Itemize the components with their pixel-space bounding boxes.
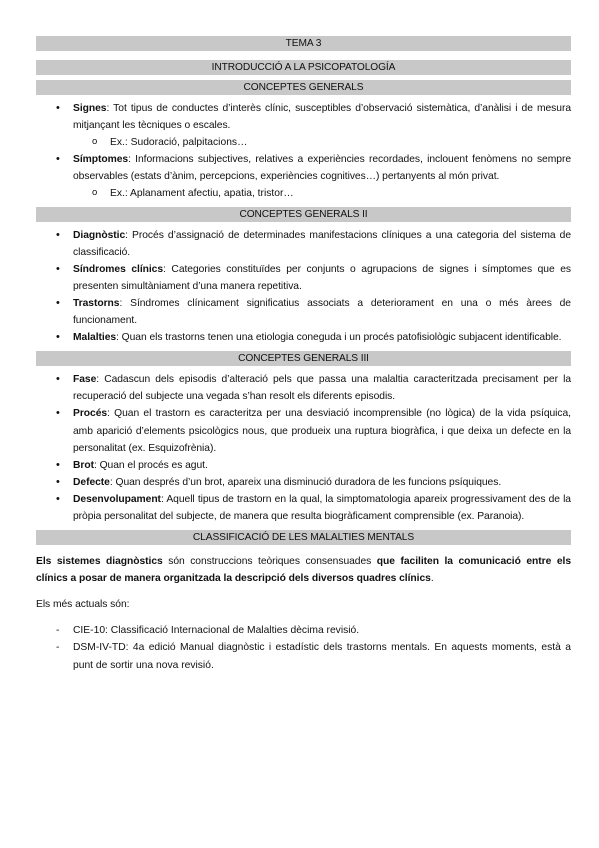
definition: : Informacions subjectives, relatives a experiències recordades, inclouent fenòmens no sempre observables (estats d’ànim, percepcions, experiències cognitives…) pertanyents al món privat. xyxy=(73,154,571,183)
list-item xyxy=(36,405,571,456)
definition: : Procés d’assignació de determinades manifestacions clíniques a una categoria del sistema de classificació. xyxy=(73,229,571,258)
list-intro: Els més actuals són: xyxy=(36,599,130,611)
list-item xyxy=(36,295,571,329)
section-header-1: CONCEPTES GENERALS xyxy=(36,80,571,95)
term: Trastorns xyxy=(73,297,120,309)
definition: : Aquell tipus de trastorn en la qual, la simptomatologia apareix progressivament des de la pròpia personalitat del subjecte, de manera que resulta biogràficament comprensible (ex. Paranoia). xyxy=(73,493,571,522)
definition: : Tot tipus de conductes d’interès clínic, susceptibles d’observació sistemàtica, d’anàlisi i de mesura mitjançant les tècniques o escales. xyxy=(73,103,571,132)
list-item xyxy=(36,457,571,474)
list-item xyxy=(36,261,571,295)
section-header-2: CONCEPTES GENERALS II xyxy=(36,207,571,222)
example-subitem: o Ex.: Sudoració, palpitacions… xyxy=(36,134,571,151)
bold-phrase: que faciliten la comunicació entre els clínics a posar de manera organitzada la descripció dels diversos quadres clínics xyxy=(36,556,571,585)
example-subitem: o Ex.: Aplanament afectiu, apatia, tristor… xyxy=(36,185,571,202)
definition: : Quan el trastorn es caracteritza per una desviació incomprensible (no lògica) de la vida psíquica, amb aparició d’elements psicològics nous, que produeix una ruptura biogràfica, i que deixa un defecte en la personalitat (ex. Esquizofrènia). xyxy=(73,408,571,454)
definition: : Síndromes clínicament significatius associats a deteriorament en una o més àrees de funcionament. xyxy=(73,297,571,327)
list-item: - DSM-IV-TD: 4a edició Manual diagnòstic i estadístic dels trastorns mentals. En aquests moments, està a punt de sortir una nova revisió. xyxy=(36,639,571,673)
term: Brot xyxy=(73,459,94,471)
term: Procés xyxy=(73,408,108,420)
list-item xyxy=(36,151,571,185)
definition: : Cadascun dels episodis d’alteració pels que passa una malaltia caracteritzada precisament per la recuperació del subjecte una vegada s’han resolt els diferents episodis. xyxy=(73,374,571,403)
topic-header: TEMA 3 xyxy=(36,36,571,51)
section-header-4: CLASSIFICACIÓ DE LES MALALTIES MENTALS xyxy=(36,530,571,545)
classification-list xyxy=(36,622,571,673)
chapter-title: INTRODUCCIÓ A LA PSICOPATOLOGÍA xyxy=(36,60,571,75)
term: Diagnòstic xyxy=(73,229,126,241)
section-2-list xyxy=(36,227,571,347)
bold-phrase: Els sistemes diagnòstics xyxy=(36,556,163,568)
list-item: - CIE-10: Classificació Internacional de Malalties dècima revisió. xyxy=(36,622,571,639)
definition: : Quan després d’un brot, apareix una disminució duradora de les funcions psíquiques. xyxy=(109,476,502,488)
definition: : Categories constituïdes per conjunts o agrupacions de signes i símptomes que es presenten simultàniament d’una manera repetitiva. xyxy=(73,263,572,292)
term: Malalties xyxy=(73,332,117,344)
document-page xyxy=(36,36,571,674)
list-item xyxy=(36,227,571,261)
term: Síndromes clínics xyxy=(73,263,164,275)
term: Defecte xyxy=(73,476,110,488)
paragraph-text: . xyxy=(430,573,434,585)
section-header-3: CONCEPTES GENERALS III xyxy=(36,351,571,366)
term: Signes xyxy=(73,103,107,114)
list-item xyxy=(36,491,571,525)
term: Desenvolupament xyxy=(73,493,161,505)
list-item xyxy=(36,371,571,405)
section-1-list xyxy=(36,100,571,203)
term: Fase xyxy=(73,374,97,386)
list-item xyxy=(36,329,571,346)
term: Símptomes xyxy=(73,154,129,166)
list-item xyxy=(36,474,571,491)
paragraph-text: són construccions teòriques consensuades xyxy=(162,556,377,568)
list-item xyxy=(36,100,571,134)
definition: : Quan el procés es agut. xyxy=(93,459,208,471)
section-3-list xyxy=(36,371,571,525)
intro-paragraph xyxy=(36,553,571,587)
definition: : Quan els trastorns tenen una etiologia coneguda i un procés patofisiològic subjacent identificable. xyxy=(116,332,562,344)
